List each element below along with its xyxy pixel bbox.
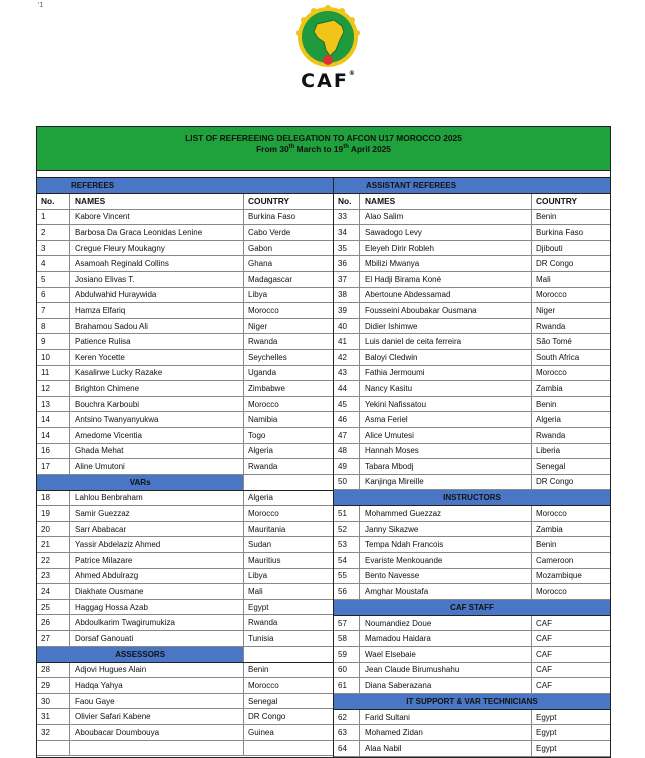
person-name: Alaa Nabil bbox=[360, 741, 532, 756]
corner-mark: '1 bbox=[38, 2, 44, 9]
row-number: 9 bbox=[37, 334, 70, 349]
row-number: 29 bbox=[37, 678, 70, 693]
row-number: 1 bbox=[37, 210, 70, 225]
country-name: Egypt bbox=[536, 712, 557, 722]
row-number: 56 bbox=[334, 584, 360, 599]
country-name: Rwanda bbox=[536, 321, 566, 331]
table-row bbox=[37, 459, 333, 475]
table-row bbox=[334, 412, 610, 428]
row-number: 16 bbox=[37, 444, 70, 459]
table-row bbox=[334, 350, 610, 366]
person-name: Diana Saberazana bbox=[360, 678, 532, 693]
row-number: 34 bbox=[334, 225, 360, 240]
caf-wordmark: CAF® bbox=[301, 70, 355, 92]
country-name: Rwanda bbox=[248, 337, 278, 347]
caf-logo bbox=[284, 2, 372, 92]
country-name: Egypt bbox=[248, 602, 269, 612]
table-row bbox=[334, 288, 610, 304]
country-name: Tunisia bbox=[248, 633, 274, 643]
table-row bbox=[37, 600, 333, 616]
person-name: Mohammed Guezzaz bbox=[360, 506, 532, 521]
country-name: Rwanda bbox=[248, 461, 278, 471]
table-row bbox=[334, 366, 610, 382]
person-name: Bento Navesse bbox=[360, 569, 532, 584]
table-row bbox=[37, 615, 333, 631]
table-row bbox=[334, 381, 610, 397]
row-number: 12 bbox=[37, 381, 70, 396]
table-row bbox=[37, 663, 333, 679]
table-row bbox=[37, 350, 333, 366]
person-name: Fathia Jermoumi bbox=[360, 366, 532, 381]
country-name: Morocco bbox=[248, 399, 279, 409]
row-number: 49 bbox=[334, 459, 360, 474]
country-name: Morocco bbox=[248, 681, 279, 691]
table-row bbox=[37, 256, 333, 272]
country-name: Mali bbox=[248, 587, 263, 597]
table-row bbox=[334, 303, 610, 319]
vars-list bbox=[37, 491, 333, 647]
table-row bbox=[334, 741, 610, 757]
row-number: 18 bbox=[37, 491, 70, 506]
country-name: Mauritania bbox=[248, 524, 286, 534]
table-row bbox=[37, 741, 333, 757]
country-name: Mozambique bbox=[536, 571, 582, 581]
country-name bbox=[244, 741, 333, 756]
country-name: Cabo Verde bbox=[248, 227, 291, 237]
title-line-2: From 30th March to 19th April 2025 bbox=[256, 144, 391, 154]
person-name: Wael Elsebaie bbox=[360, 647, 532, 662]
table-row bbox=[37, 428, 333, 444]
table-row bbox=[37, 725, 333, 741]
table-row bbox=[334, 210, 610, 226]
country-name: Algeria bbox=[248, 493, 273, 503]
country-name: DR Congo bbox=[248, 712, 286, 722]
person-name: Fousseini Aboubakar Ousmana bbox=[360, 303, 532, 318]
person-name: El Hadji Birama Koné bbox=[360, 272, 532, 287]
country-name: Morocco bbox=[248, 509, 279, 519]
row-number: 40 bbox=[334, 319, 360, 334]
row-number: 53 bbox=[334, 537, 360, 552]
table-row bbox=[37, 444, 333, 460]
row-number: 60 bbox=[334, 663, 360, 678]
row-number: 17 bbox=[37, 459, 70, 474]
country-name: Senegal bbox=[536, 461, 566, 471]
country-name: CAF bbox=[536, 649, 552, 659]
table-row bbox=[334, 631, 610, 647]
country-name: Libya bbox=[248, 290, 268, 300]
table-row bbox=[334, 334, 610, 350]
person-name: Nancy Kasitu bbox=[360, 381, 532, 396]
country-name: Uganda bbox=[248, 368, 277, 378]
country-name: Morocco bbox=[536, 509, 567, 519]
row-number: 64 bbox=[334, 741, 360, 756]
person-name: Alice Umutesi bbox=[360, 428, 532, 443]
country-name: Niger bbox=[248, 321, 268, 331]
table-row bbox=[334, 584, 610, 600]
table-row bbox=[334, 459, 610, 475]
section-caf-staff: CAF STAFF bbox=[334, 600, 610, 616]
table-row bbox=[334, 241, 610, 257]
assessors-list bbox=[37, 663, 333, 757]
country-name: Namibia bbox=[248, 415, 278, 425]
table-row bbox=[334, 225, 610, 241]
row-number: 13 bbox=[37, 397, 70, 412]
person-name: Mbilizi Mwanya bbox=[360, 256, 532, 271]
row-number: 55 bbox=[334, 569, 360, 584]
title-line-1: LIST OF REFEREEING DELEGATION TO AFCON U17 MOROCCO 2025 bbox=[185, 133, 462, 143]
row-number: 11 bbox=[37, 366, 70, 381]
row-number: 58 bbox=[334, 631, 360, 646]
person-name: Hamza Elfariq bbox=[70, 303, 244, 318]
country-name: Gabon bbox=[248, 243, 273, 253]
row-number: 37 bbox=[334, 272, 360, 287]
row-number: 6 bbox=[37, 288, 70, 303]
person-name: Kanjinga Mireille bbox=[360, 475, 532, 490]
row-number: 5 bbox=[37, 272, 70, 287]
country-name: Senegal bbox=[248, 696, 278, 706]
row-number: 61 bbox=[334, 678, 360, 693]
table-row bbox=[334, 647, 610, 663]
it-support-list bbox=[334, 710, 610, 757]
row-number: 26 bbox=[37, 615, 70, 630]
row-number: 35 bbox=[334, 241, 360, 256]
country-name: Egypt bbox=[536, 743, 557, 753]
person-name: Faou Gaye bbox=[70, 694, 244, 709]
table-row bbox=[334, 506, 610, 522]
right-column bbox=[334, 178, 610, 757]
table-row bbox=[334, 256, 610, 272]
person-name: Antsino Twanyanyukwa bbox=[70, 412, 244, 427]
table-row bbox=[334, 678, 610, 694]
table-row bbox=[37, 319, 333, 335]
table-row bbox=[334, 319, 610, 335]
person-name: Lahlou Benbraham bbox=[70, 491, 244, 506]
country-name: DR Congo bbox=[536, 259, 574, 269]
country-name: South Africa bbox=[536, 352, 580, 362]
referees-list bbox=[37, 210, 333, 475]
left-column bbox=[37, 178, 334, 757]
country-name: Zimbabwe bbox=[248, 383, 285, 393]
assistant-referees-list bbox=[334, 210, 610, 491]
person-name: Yassir Abdelaziz Ahmed bbox=[70, 537, 244, 552]
table-row bbox=[37, 381, 333, 397]
country-name: Madagascar bbox=[248, 274, 293, 284]
table-row bbox=[37, 412, 333, 428]
country-name: Benin bbox=[536, 212, 557, 222]
caf-staff-list bbox=[334, 616, 610, 694]
person-name: Yekini Nafissatou bbox=[360, 397, 532, 412]
table-row bbox=[334, 616, 610, 632]
row-number: 14 bbox=[37, 428, 70, 443]
person-name: Didier Ishimwe bbox=[360, 319, 532, 334]
table-row bbox=[37, 225, 333, 241]
person-name: Sarr Ababacar bbox=[70, 522, 244, 537]
country-name: Rwanda bbox=[536, 430, 566, 440]
person-name: Josiano Elivas T. bbox=[70, 272, 244, 287]
person-name: Abdulwahid Huraywida bbox=[70, 288, 244, 303]
row-number: 22 bbox=[37, 553, 70, 568]
person-name: Janny Sikazwe bbox=[360, 522, 532, 537]
country-name: Zambia bbox=[536, 383, 563, 393]
person-name: Ghada Mehat bbox=[70, 444, 244, 459]
table-row bbox=[334, 569, 610, 585]
table-title bbox=[37, 127, 610, 171]
country-name: Seychelles bbox=[248, 352, 287, 362]
person-name: Mohamed Zidan bbox=[360, 725, 532, 740]
table-row bbox=[37, 303, 333, 319]
country-name: DR Congo bbox=[536, 477, 574, 487]
row-number: 47 bbox=[334, 428, 360, 443]
person-name: Aline Umutoni bbox=[70, 459, 244, 474]
table-row bbox=[37, 491, 333, 507]
country-name: Benin bbox=[536, 399, 557, 409]
row-number: 3 bbox=[37, 241, 70, 256]
country-name: CAF bbox=[536, 681, 552, 691]
table-row bbox=[37, 569, 333, 585]
person-name: Kasalirwe Lucky Razake bbox=[70, 366, 244, 381]
person-name: Eleyeh Dirir Robleh bbox=[360, 241, 532, 256]
country-name: Mauritius bbox=[248, 555, 281, 565]
person-name: Tabara Mbodj bbox=[360, 459, 532, 474]
person-name: Diakhate Ousmane bbox=[70, 584, 244, 599]
country-name: Benin bbox=[536, 540, 557, 550]
row-number: 44 bbox=[334, 381, 360, 396]
table-row bbox=[37, 631, 333, 647]
delegation-table bbox=[36, 126, 611, 758]
row-number: 62 bbox=[334, 710, 360, 725]
row-number: 45 bbox=[334, 397, 360, 412]
row-number: 19 bbox=[37, 506, 70, 521]
person-name: Hadqa Yahya bbox=[70, 678, 244, 693]
section-vars: VARs bbox=[37, 475, 333, 491]
person-name: Haggag Hossa Azab bbox=[70, 600, 244, 615]
person-name: Aboubacar Doumbouya bbox=[70, 725, 244, 740]
section-assessors: ASSESSORS bbox=[37, 647, 333, 663]
table-row bbox=[37, 272, 333, 288]
country-name: Morocco bbox=[536, 290, 567, 300]
table-row bbox=[37, 366, 333, 382]
person-name: Abdoulkarim Twagirumukiza bbox=[70, 615, 244, 630]
country-name: Morocco bbox=[536, 587, 567, 597]
country-name: Egypt bbox=[536, 728, 557, 738]
row-number: 23 bbox=[37, 569, 70, 584]
table-row bbox=[37, 584, 333, 600]
row-number: 7 bbox=[37, 303, 70, 318]
person-name: Sawadogo Levy bbox=[360, 225, 532, 240]
country-name: CAF bbox=[536, 665, 552, 675]
person-name: Bouchra Karboubi bbox=[70, 397, 244, 412]
table-row bbox=[37, 537, 333, 553]
table-row bbox=[334, 663, 610, 679]
person-name: Asamoah Reginald Collins bbox=[70, 256, 244, 271]
table-row bbox=[334, 725, 610, 741]
country-name: Guinea bbox=[248, 727, 274, 737]
person-name: Jean Claude Birumushahu bbox=[360, 663, 532, 678]
person-name: Ahmed Abdulrazg bbox=[70, 569, 244, 584]
table-row bbox=[37, 709, 333, 725]
person-name: Mamadou Haidara bbox=[360, 631, 532, 646]
person-name: Keren Yocette bbox=[70, 350, 244, 365]
row-number: 20 bbox=[37, 522, 70, 537]
left-header-row: No. NAMES COUNTRY bbox=[37, 194, 333, 210]
person-name: Alao Salim bbox=[360, 210, 532, 225]
country-name: Libya bbox=[248, 571, 268, 581]
person-name: Patience Rulisa bbox=[70, 334, 244, 349]
table-row bbox=[334, 710, 610, 726]
person-name: Kabore Vincent bbox=[70, 210, 244, 225]
row-number: 57 bbox=[334, 616, 360, 631]
person-name: Brahamou Sadou Ali bbox=[70, 319, 244, 334]
person-name: Noumandiez Doue bbox=[360, 616, 532, 631]
country-name: Benin bbox=[248, 665, 269, 675]
row-number: 41 bbox=[334, 334, 360, 349]
table-row bbox=[334, 537, 610, 553]
table-row bbox=[37, 522, 333, 538]
row-number: 24 bbox=[37, 584, 70, 599]
row-number: 63 bbox=[334, 725, 360, 740]
row-number: 2 bbox=[37, 225, 70, 240]
person-name: Abertoune Abdessamad bbox=[360, 288, 532, 303]
row-number: 48 bbox=[334, 444, 360, 459]
country-name: Rwanda bbox=[248, 618, 278, 628]
table-row bbox=[37, 678, 333, 694]
table-row bbox=[334, 272, 610, 288]
country-name: Burkina Faso bbox=[248, 212, 296, 222]
table-row bbox=[334, 475, 610, 491]
person-name: Luis daniel de ceita ferreira bbox=[360, 334, 532, 349]
row-number: 43 bbox=[334, 366, 360, 381]
caf-emblem-icon bbox=[284, 2, 372, 72]
person-name: Dorsaf Ganouati bbox=[70, 631, 244, 646]
person-name: Barbosa Da Graca Leonidas Lenine bbox=[70, 225, 244, 240]
row-number: 32 bbox=[37, 725, 70, 740]
row-number bbox=[37, 741, 70, 756]
country-name: CAF bbox=[536, 634, 552, 644]
person-name: Olivier Safari Kabene bbox=[70, 709, 244, 724]
table-row bbox=[37, 506, 333, 522]
instructors-list bbox=[334, 506, 610, 600]
country-name: Mali bbox=[536, 274, 551, 284]
country-name: Sudan bbox=[248, 540, 272, 550]
row-number: 31 bbox=[37, 709, 70, 724]
table-row bbox=[37, 397, 333, 413]
person-name: Adjovi Hugues Alain bbox=[70, 663, 244, 678]
country-name: Togo bbox=[248, 430, 266, 440]
table-row bbox=[334, 397, 610, 413]
country-name: Zambia bbox=[536, 524, 563, 534]
table-row bbox=[37, 553, 333, 569]
person-name: Cregue Fleury Moukagny bbox=[70, 241, 244, 256]
section-assistant-referees: ASSISTANT REFEREES bbox=[334, 178, 610, 194]
row-number: 54 bbox=[334, 553, 360, 568]
section-it-support: IT SUPPORT & VAR TECHNICIANS bbox=[334, 694, 610, 710]
table-row bbox=[37, 334, 333, 350]
row-number: 36 bbox=[334, 256, 360, 271]
table-row bbox=[37, 288, 333, 304]
section-instructors: INSTRUCTORS bbox=[334, 490, 610, 506]
person-name bbox=[70, 741, 244, 756]
country-name: Algeria bbox=[248, 446, 273, 456]
person-name: Baloyi Cledwin bbox=[360, 350, 532, 365]
country-name: Morocco bbox=[536, 368, 567, 378]
right-header-row: No. NAMES COUNTRY bbox=[334, 194, 610, 210]
row-number: 42 bbox=[334, 350, 360, 365]
person-name: Farid Sultani bbox=[360, 710, 532, 725]
row-number: 14 bbox=[37, 412, 70, 427]
table-row bbox=[334, 522, 610, 538]
country-name: Niger bbox=[536, 305, 556, 315]
table-row bbox=[334, 553, 610, 569]
row-number: 51 bbox=[334, 506, 360, 521]
row-number: 28 bbox=[37, 663, 70, 678]
person-name: Evariste Menkouande bbox=[360, 553, 532, 568]
row-number: 30 bbox=[37, 694, 70, 709]
table-row bbox=[37, 241, 333, 257]
spacer-row bbox=[37, 171, 610, 178]
person-name: Asma Feriel bbox=[360, 412, 532, 427]
country-name: Morocco bbox=[248, 305, 279, 315]
table-row bbox=[37, 694, 333, 710]
row-number: 10 bbox=[37, 350, 70, 365]
country-name: CAF bbox=[536, 618, 552, 628]
country-name: Burkina Faso bbox=[536, 227, 584, 237]
table-row bbox=[334, 428, 610, 444]
row-number: 27 bbox=[37, 631, 70, 646]
person-name: Tempa Ndah Francois bbox=[360, 537, 532, 552]
row-number: 46 bbox=[334, 412, 360, 427]
row-number: 25 bbox=[37, 600, 70, 615]
row-number: 50 bbox=[334, 475, 360, 490]
row-number: 59 bbox=[334, 647, 360, 662]
country-name: Ghana bbox=[248, 259, 273, 269]
person-name: Patrice Milazare bbox=[70, 553, 244, 568]
table-row bbox=[334, 444, 610, 460]
country-name: Djibouti bbox=[536, 243, 563, 253]
country-name: Liberia bbox=[536, 446, 561, 456]
section-referees: REFEREES bbox=[37, 178, 333, 194]
person-name: Brighton Chimene bbox=[70, 381, 244, 396]
row-number: 4 bbox=[37, 256, 70, 271]
country-name: Cameroon bbox=[536, 555, 574, 565]
row-number: 52 bbox=[334, 522, 360, 537]
row-number: 39 bbox=[334, 303, 360, 318]
table-row bbox=[37, 210, 333, 226]
row-number: 21 bbox=[37, 537, 70, 552]
row-number: 38 bbox=[334, 288, 360, 303]
person-name: Amedome Vicentia bbox=[70, 428, 244, 443]
person-name: Amghar Moustafa bbox=[360, 584, 532, 599]
country-name: Algeria bbox=[536, 415, 561, 425]
person-name: Hannah Moses bbox=[360, 444, 532, 459]
person-name: Samir Guezzaz bbox=[70, 506, 244, 521]
country-name: São Tomé bbox=[536, 337, 572, 347]
row-number: 8 bbox=[37, 319, 70, 334]
row-number: 33 bbox=[334, 210, 360, 225]
